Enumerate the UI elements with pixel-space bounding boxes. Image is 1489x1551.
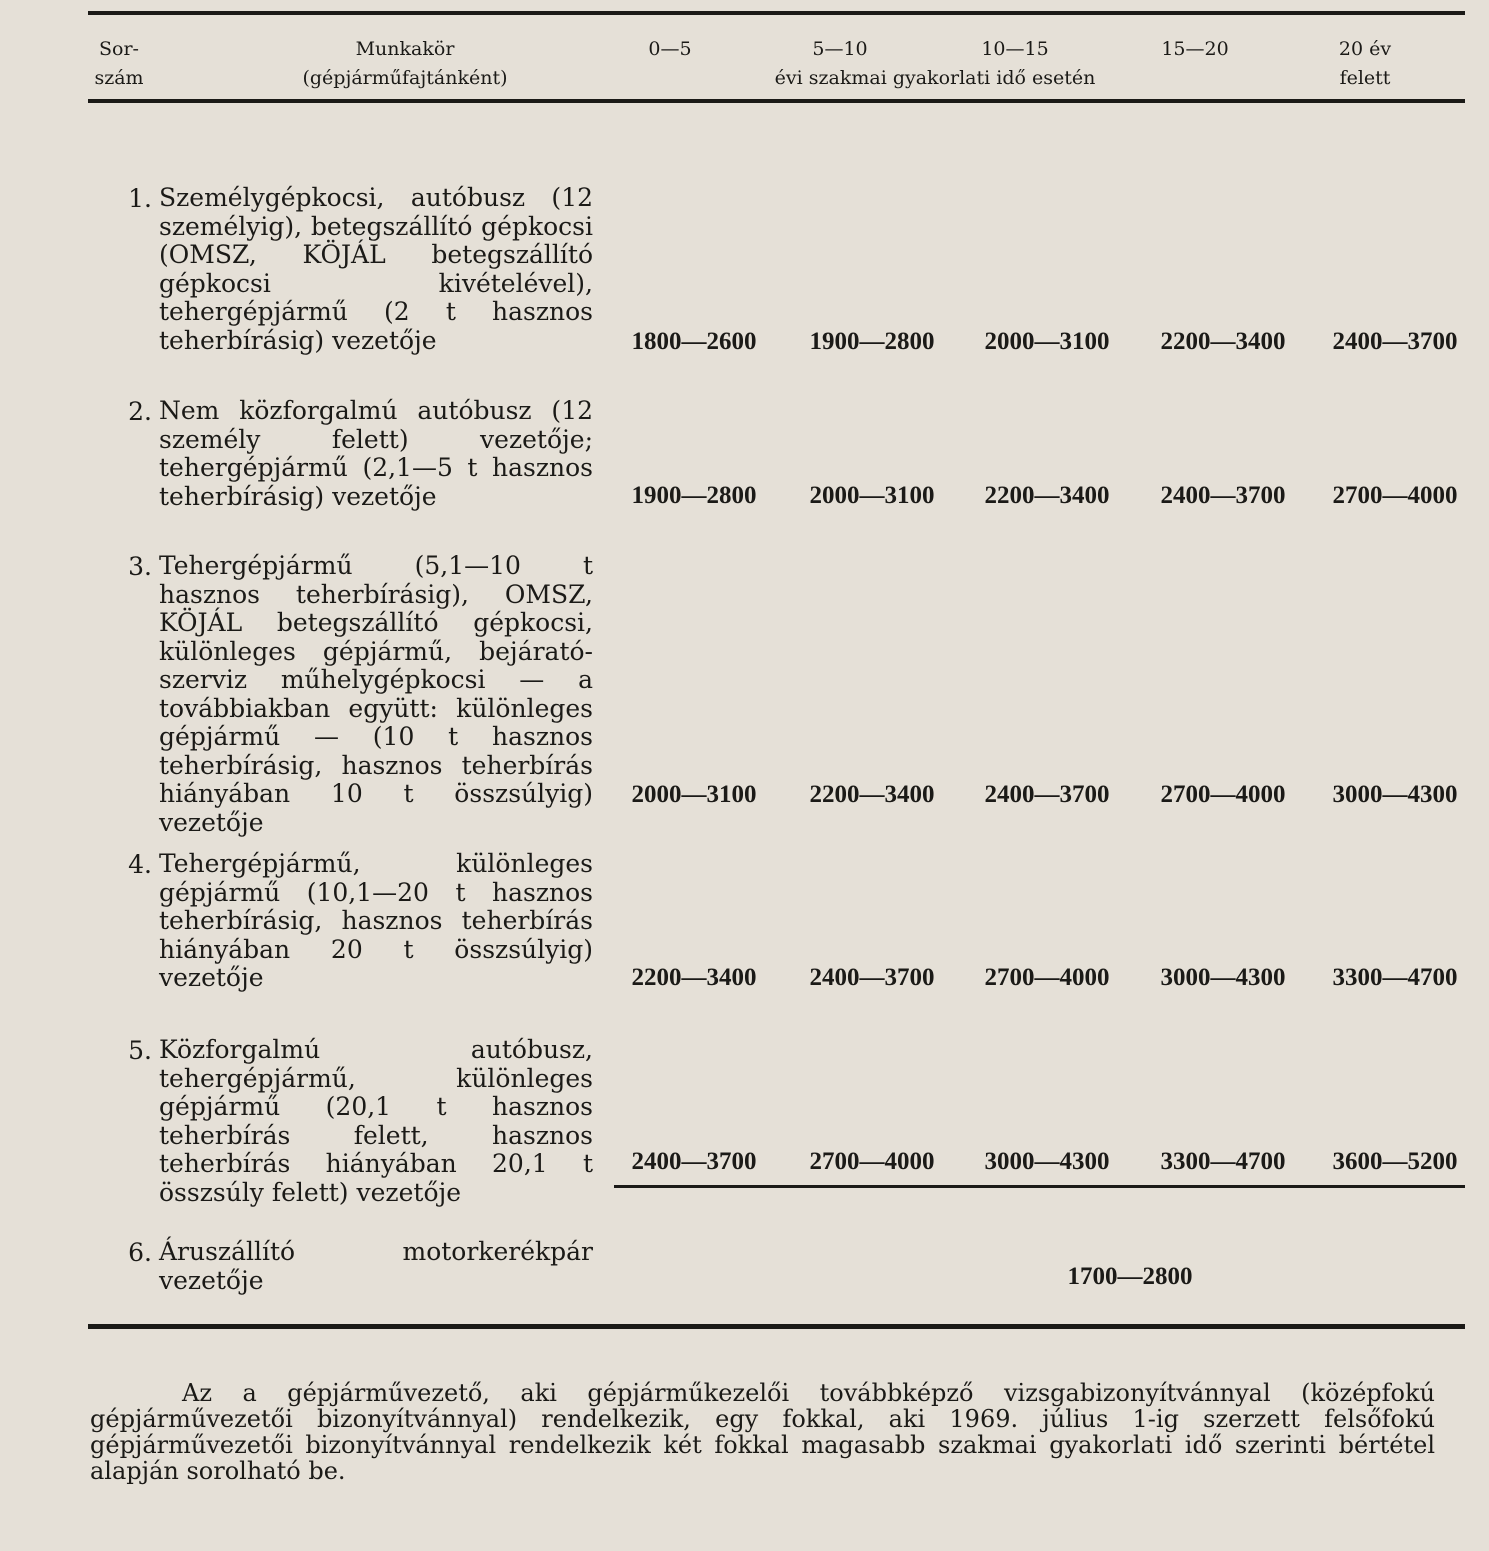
row-value: 2700—4000 [809, 1148, 935, 1175]
row-value: 3000—4300 [1160, 964, 1286, 991]
header-col-5-10: 5—10 [812, 38, 868, 60]
values-rule [614, 1185, 1465, 1188]
row-value: 1800—2600 [631, 328, 757, 355]
row-value: 1900—2800 [809, 328, 935, 355]
row-value-all: 1700—2800 [1067, 1263, 1193, 1290]
header-rule [88, 99, 1465, 103]
row-number: 4. [128, 850, 152, 879]
bottom-rule [88, 1324, 1465, 1329]
row-value: 2000—3100 [809, 482, 935, 509]
row-value: 2700—4000 [984, 964, 1110, 991]
header-subheading: évi szakmai gyakorlati idő esetén [774, 67, 1096, 89]
row-number: 5. [128, 1036, 152, 1065]
row-value: 3000—4300 [984, 1148, 1110, 1175]
row-number: 2. [128, 397, 152, 426]
row-value: 2200—3400 [631, 964, 757, 991]
row-description: Tehergépjármű (5,1—10 t hasznos teherbírásig), OMSZ, KÖJÁL betegszállító gépkocsi, különleges gépjármű, bejárató-szerviz műhelygépkocsi — a továbbiakban együtt: különleges gépjármű — (10 t hasznos teherbírásig, hasznos teherbírás hiányában 10 t összsúlyig) vezetője [159, 551, 593, 837]
row-number: 3. [128, 552, 152, 581]
top-rule [88, 11, 1465, 15]
row-value: 2700—4000 [1332, 482, 1458, 509]
footnote-paragraph: Az a gépjárművezető, aki gépjárműkezelői továbbképző vizsgabizonyítvánnyal (középfokú gépjárművezetői bizonyítvánnyal) rendelkezik, egy fokkal, aki 1969. július 1-ig szerzett felsőfokú gépjárművezetői bizonyítvánnyal rendelkezik két fokkal magasabb szakmai gyakorlati idő szerinti bértétel alapján sorolható be. [90, 1379, 1435, 1485]
row-description: Nem közforgalmú autóbusz (12 személy felett) vezetője; tehergépjármű (2,1—5 t hasznos teherbírásig) vezetője [159, 396, 593, 511]
header-col-20-felett: 20 év felett [1338, 38, 1392, 89]
row-value: 2000—3100 [631, 781, 757, 808]
row-value: 3000—4300 [1332, 781, 1458, 808]
row-value: 2400—3700 [631, 1148, 757, 1175]
header-col-0-5: 0—5 [648, 38, 692, 60]
row-value: 3600—5200 [1332, 1148, 1458, 1175]
row-value: 2200—3400 [984, 482, 1110, 509]
row-value: 1900—2800 [631, 482, 757, 509]
row-description: Közforgalmú autóbusz, tehergépjármű, különleges gépjármű (20,1 t hasznos teherbírás felett, hasznos teherbírás hiányában 20,1 t összsúly felett) vezetője [159, 1035, 593, 1207]
row-value: 2400—3700 [809, 964, 935, 991]
row-value: 2000—3100 [984, 328, 1110, 355]
header-col-10-15: 10—15 [981, 38, 1049, 60]
row-value: 2700—4000 [1160, 781, 1286, 808]
row-value: 2400—3700 [1332, 328, 1458, 355]
header-sorszam: Sor- szám [94, 38, 144, 89]
row-description: Áruszállító motorkerékpár vezetője [159, 1237, 593, 1295]
header-col-15-20: 15—20 [1161, 38, 1229, 60]
header-munkakor: Munkakör (gépjárműfajtánként) [302, 38, 508, 89]
row-description: Személygépkocsi, autóbusz (12 személyig), betegszállító gépkocsi (OMSZ, KÖJÁL betegszállító gépkocsi kivételével), tehergépjármű (2 t hasznos teherbírásig) vezetője [159, 183, 593, 355]
row-value: 2400—3700 [984, 781, 1110, 808]
row-number: 1. [128, 184, 152, 213]
row-value: 2200—3400 [1160, 328, 1286, 355]
row-value: 2400—3700 [1160, 482, 1286, 509]
row-value: 3300—4700 [1332, 964, 1458, 991]
row-value: 2200—3400 [809, 781, 935, 808]
row-number: 6. [128, 1238, 152, 1267]
row-description: Tehergépjármű, különleges gépjármű (10,1—20 t hasznos teherbírásig, hasznos teherbírás hiányában 20 t összsúlyig) vezetője [159, 849, 593, 992]
row-value: 3300—4700 [1160, 1148, 1286, 1175]
